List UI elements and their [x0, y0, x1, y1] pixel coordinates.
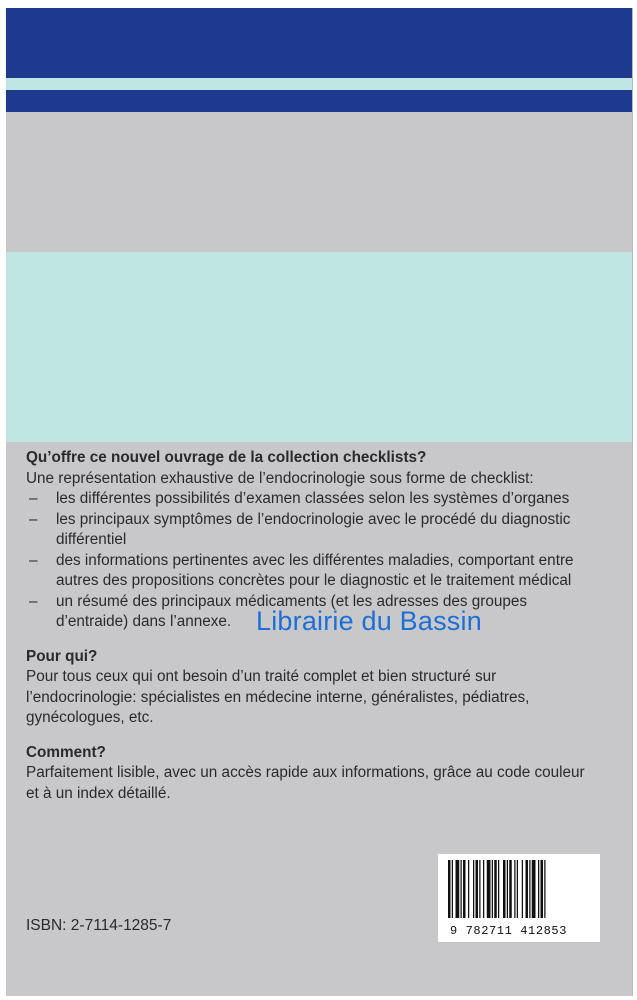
section-heading-comment: Comment? — [26, 743, 106, 761]
barcode-bar — [463, 860, 466, 918]
barcode-bar — [487, 860, 491, 918]
barcode-bar — [494, 860, 497, 918]
barcode-bar — [452, 860, 453, 918]
section-intro: Une représentation exhaustive de l’endocrinologie sous forme de checklist: — [26, 469, 534, 487]
barcode-bar — [473, 860, 474, 918]
barcode-bar — [498, 860, 499, 918]
barcode-bars — [438, 854, 600, 922]
barcode-bar — [526, 860, 529, 918]
watermark: Librairie du Bassin — [256, 606, 482, 636]
top-blue-band — [6, 8, 632, 74]
barcode-bar — [468, 860, 469, 918]
section-comment-text: Parfaitement lisible, avec un accès rapide aux informations, grâce au code couleur et à un index détaillé. — [26, 764, 585, 802]
barcode-bar — [479, 860, 480, 918]
section-heading-offre: Qu’offre ce nouvel ouvrage de la collection checklists? — [26, 449, 427, 466]
barcode-bar — [544, 860, 545, 918]
section-pour-qui-text: Pour tous ceux qui ont besoin d’un traité complet et bien structuré sur l’endocrinologie: spécialistes en médecine interne, généralistes, pédiatres, gynécologues, etc. — [26, 668, 530, 726]
list-item: – un résumé des principaux médicaments (et les adresses des groupes d’entraide) dans l’annexe. — [29, 592, 528, 630]
isbn: ISBN: 2-7114-1285-7 — [26, 917, 172, 934]
section-heading-pour-qui: Pour qui? — [26, 647, 98, 665]
barcode-digits: 9 782711 412853 — [450, 924, 568, 938]
list-item: – les différentes possibilités d’examen classées selon les systèmes d’organes — [26, 489, 596, 510]
barcode-bar — [532, 860, 536, 918]
list-item: – des informations pertinentes avec les différentes maladies, comportant entre autres des propositions concrètes pour le diagnostic et le traitement médical — [29, 551, 574, 589]
barcode-bar — [448, 860, 451, 918]
dash-bullet: – — [29, 592, 38, 610]
barcode-bar — [509, 860, 512, 918]
barcode-bar — [483, 860, 484, 918]
list-item: – les principaux symptômes de l’endocrinologie avec le procédé du diagnostic différentiel — [29, 510, 571, 548]
aqua-stripe — [6, 78, 632, 90]
dash-bullet: – — [29, 510, 38, 528]
lower-blue-band — [6, 90, 632, 112]
barcode-bar — [529, 860, 530, 918]
barcode-bar — [456, 860, 460, 918]
barcode-bar — [538, 860, 539, 918]
barcode-bar — [517, 860, 518, 918]
barcode-bar — [522, 860, 523, 918]
barcode-bar — [507, 860, 508, 918]
barcode-bar — [476, 860, 479, 918]
barcode-bar — [514, 860, 515, 918]
barcode — [438, 854, 600, 942]
aqua-panel — [6, 252, 632, 442]
barcode-bar — [492, 860, 493, 918]
barcode-bar — [461, 860, 462, 918]
barcode-bar — [541, 860, 544, 918]
dash-bullet: – — [29, 551, 38, 569]
barcode-bar — [503, 860, 506, 918]
dash-bullet: – — [29, 490, 38, 507]
